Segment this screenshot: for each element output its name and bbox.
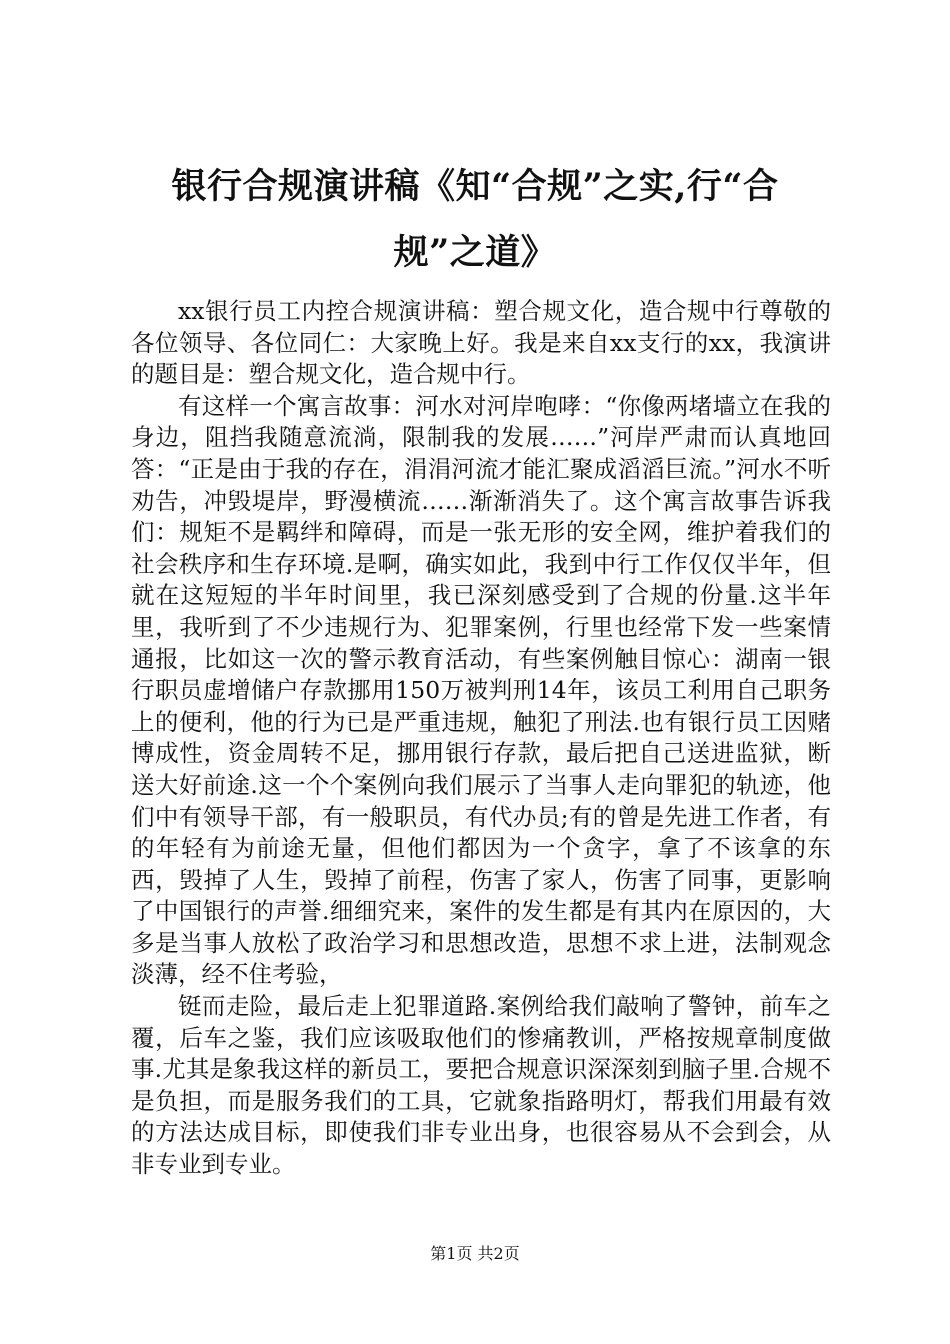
paragraph-1: xx银行员工内控合规演讲稿：塑合规文化，造合规中行尊敬的各位领导、各位同仁：大家晚上好。我是来自xx支行的xx，我演讲的题目是：塑合规文化，造合规中行。 [131,297,831,389]
paragraph-2: 有这样一个寓言故事：河水对河岸咆哮：“你像两堵墙立在我的身边，阻挡我随意流淌，限制我的发展……”河岸严肃而认真地回答：“正是由于我的存在，涓涓河流才能汇聚成滔滔巨流。”河水不听劝告，冲毁堤岸，野漫横流……渐渐消失了。这个寓言故事告诉我们：规矩不是羁绊和障碍，而是一张无形的安全网，维护着我们的社会秩序和生存环境.是啊，确实如此，我到中行工作仅仅半年，但就在这短短的半年时间里，我已深刻感受到了合规的份量.这半年里，我听到了不少违规行为、犯罪案例，行里也经常下发一些案情通报，比如这一次的警示教育活动，有些案例触目惊心：湖南一银行职员虚增储户存款挪用150万被判刑14年，该员工利用自己职务上的便利，他的行为已是严重违规，触犯了刑法.也有银行员工因赌博成性，资金周转不足，挪用银行存款，最后把自己送进监狱，断送大好前途.这一个个案例向我们展示了当事人走向罪犯的轨迹，他们中有领导干部，有一般职员，有代办员;有的曾是先进工作者，有的年轻有为前途无量，但他们都因为一个贪字，拿了不该拿的东西，毁掉了人生，毁掉了前程，伤害了家人，伤害了同事，更影响了中国银行的声誉.细细究来，案件的发生都是有其内在原因的，大多是当事人放松了政治学习和思想改造，思想不求上进，法制观念淡薄，经不住考验， [131,391,831,989]
paragraph-3: 铤而走险，最后走上犯罪道路.案例给我们敲响了警钟，前车之覆，后车之鉴，我们应该吸取他们的惨痛教训，严格按规章制度做事.尤其是象我这样的新员工，要把合规意识深深刻到脑子里.合规不是负担，而是服务我们的工具，它就象指路明灯，帮我们用最有效的方法达成目标，即使我们非专业出身，也很容易从不会到会，从非专业到专业。 [131,992,831,1179]
page-footer: 第1页 共2页 [430,1244,520,1263]
document-body [131,296,831,1181]
document-title: 银行合规演讲稿《知“合规”之实,行“合规”之道》 [171,166,779,273]
